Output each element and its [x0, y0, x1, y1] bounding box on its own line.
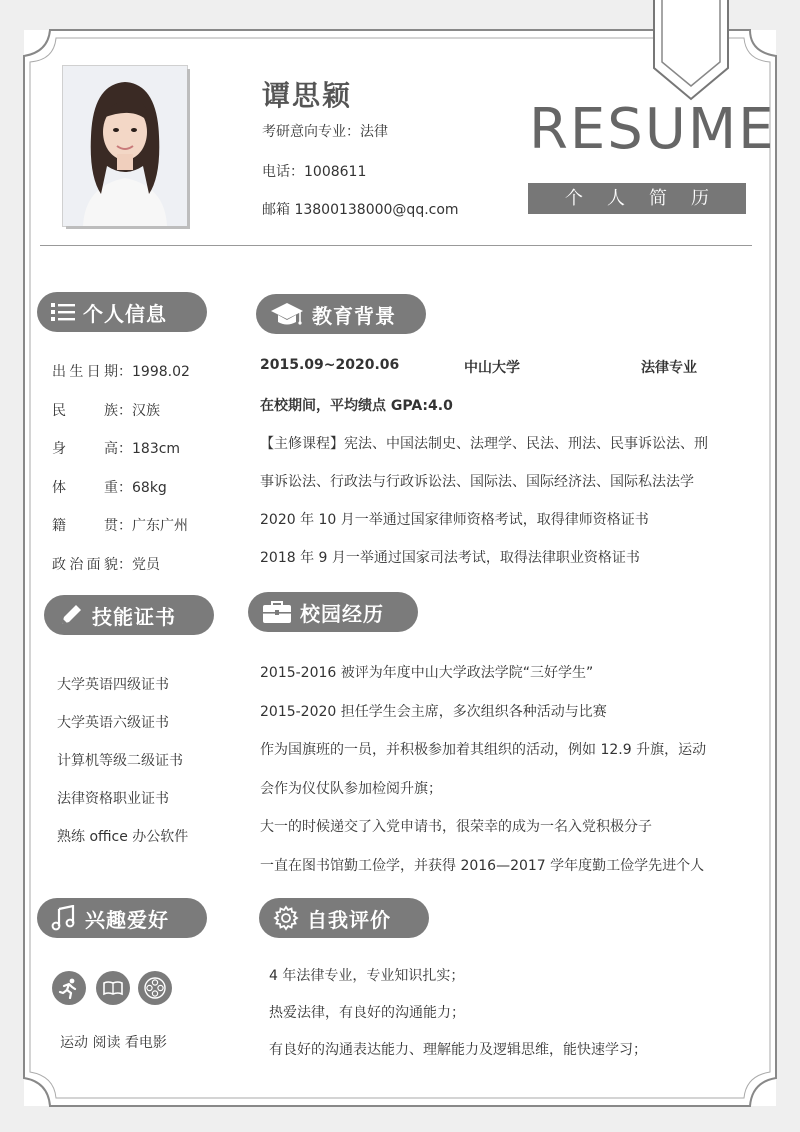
book-icon: [96, 971, 130, 1005]
list-item: 大学英语六级证书: [57, 715, 169, 731]
briefcase-icon: [262, 599, 292, 625]
list-item: 法律资格职业证书: [57, 791, 169, 807]
list-item: 熟练 office 办公软件: [57, 829, 189, 845]
education-major: 法律专业: [641, 360, 697, 376]
email: 邮箱 13800138000@qq.com: [262, 202, 459, 218]
list-icon: [51, 302, 75, 322]
section-skills: [44, 595, 214, 635]
hobby-labels: 运动 阅读 看电影: [60, 1035, 167, 1051]
paragraph-line: 作为国旗班的一员，并积极参加着其组织的活动，例如 12.9 升旗，运动: [260, 742, 707, 758]
section-title: 教育背景: [312, 303, 396, 328]
paragraph-line: 大一的时候递交了入党申请书，很荣幸的成为一名入党积极分子: [260, 819, 652, 835]
education-school: 中山大学: [464, 360, 520, 376]
section-self-eval: [259, 898, 429, 938]
section-campus: [248, 592, 418, 632]
paragraph-line: 【主修课程】宪法、中国法制史、法理学、民法、刑法、民事诉讼法、刑: [260, 436, 708, 452]
info-row: 体重：68kg: [52, 479, 167, 496]
info-row: 身高：183cm: [52, 441, 181, 457]
paragraph-line: 一直在图书馆勤工俭学，并获得 2016—2017 学年度勤工俭学先进个人: [260, 857, 705, 874]
section-title: 自我评价: [307, 907, 391, 932]
paragraph-line: 事诉讼法、行政法与行政诉讼法、国际法、国际经济法、国际私法法学: [260, 474, 694, 490]
header-divider: [40, 245, 752, 246]
education-period: 2015.09~2020.06: [260, 357, 400, 373]
personal-info-list: [52, 361, 190, 592]
skills-list: [57, 674, 188, 864]
paragraph-line: 2015-2020 担任学生会主席，多次组织各种活动与比赛: [260, 703, 607, 720]
music-note-icon: [51, 905, 77, 931]
section-title: 兴趣爱好: [85, 907, 169, 932]
info-row: 出生日期：1998.02: [52, 364, 190, 380]
paragraph-line: 4 年法律专业，专业知识扎实；: [269, 968, 465, 984]
resume-subtitle: 个人简历: [528, 183, 746, 214]
info-row: 政治面貌：党员: [52, 556, 160, 573]
education-details: [260, 433, 708, 585]
paragraph-line: 2015-2016 被评为年度中山大学政法学院“三好学生”: [260, 665, 594, 681]
film-reel-icon: [138, 971, 172, 1005]
paragraph-line: 热爱法律，有良好的沟通能力；: [269, 1005, 465, 1021]
self-eval-details: [269, 965, 647, 1076]
running-icon: [52, 971, 86, 1005]
section-title: 个人信息: [83, 301, 167, 326]
graduation-cap-icon: [270, 300, 304, 328]
target-major: 考研意向专业：法律: [262, 124, 388, 140]
section-title: 校园经历: [300, 601, 384, 626]
resume-title: RESUME: [529, 97, 776, 162]
paragraph-line: 2020 年 10 月一举通过国家律师资格考试，取得律师资格证书: [260, 512, 649, 528]
list-item: 计算机等级二级证书: [57, 753, 183, 769]
campus-details: [260, 662, 706, 893]
profile-photo: [63, 66, 187, 226]
info-row: 民族：汉族: [52, 402, 160, 419]
person-name: 谭思颖: [262, 79, 353, 112]
paragraph-line: 会作为仪仗队参加检阅升旗；: [260, 780, 442, 797]
pencil-icon: [58, 602, 84, 628]
gear-icon: [273, 905, 299, 931]
section-title: 技能证书: [92, 604, 176, 629]
paragraph-line: 2018 年 9 月一举通过国家司法考试，取得法律职业资格证书: [260, 550, 640, 566]
list-item: 大学英语四级证书: [57, 677, 169, 693]
info-row: 籍贯：广东广州: [52, 518, 188, 534]
education-gpa: 在校期间，平均绩点 GPA:4.0: [260, 398, 453, 414]
paragraph-line: 有良好的沟通表达能力、理解能力及逻辑思维，能快速学习；: [269, 1042, 647, 1058]
section-personal-info: [37, 292, 207, 332]
section-hobbies: [37, 898, 207, 938]
phone: 电话：1008611: [262, 164, 367, 180]
section-education: [256, 294, 426, 334]
